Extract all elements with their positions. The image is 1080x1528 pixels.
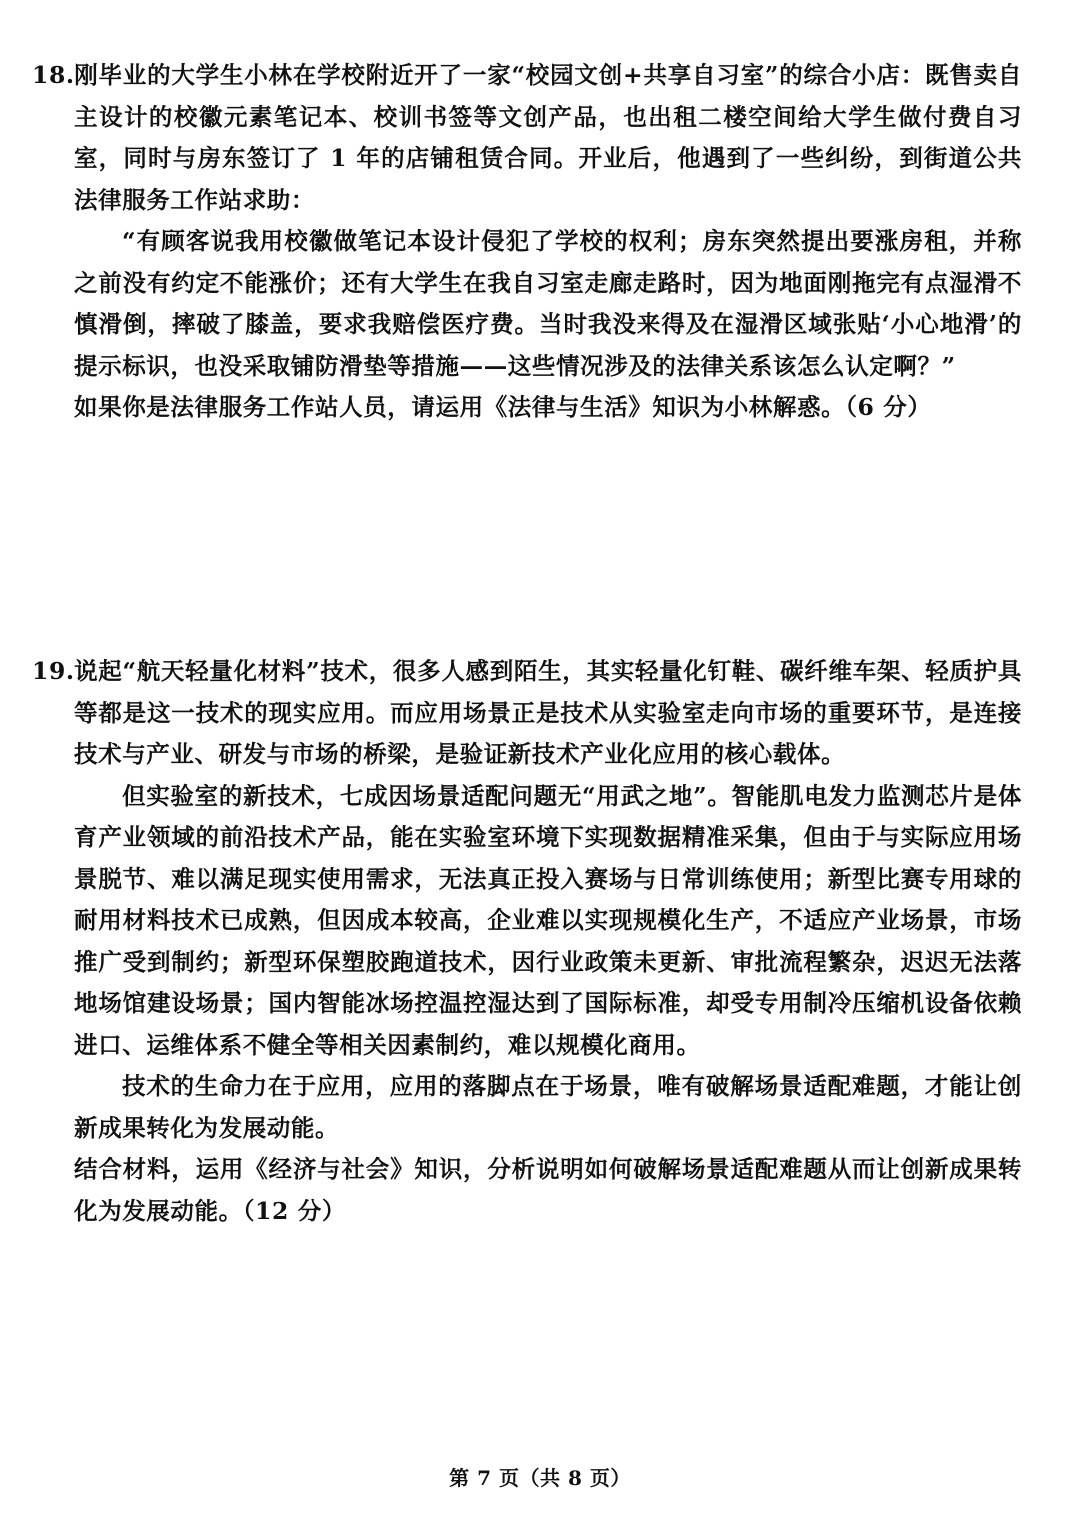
question-18-stem-text: 刚毕业的大学生小林在学校附近开了一家“校园文创+共享自习室”的综合小店：既售卖自主设计的校徽元素笔记本、校训书签等文创产品，也出租二楼空间给大学生做付费自习室，同时与房东签订了 1 年的店铺租赁合同。开业后，他遇到了一些纠纷，到街道公共法律服务工作站求助：: [74, 61, 1022, 214]
question-19: [32, 651, 1022, 1232]
question-18-ask: 如果你是法律服务工作站人员，请运用《法律与生活》知识为小林解惑。（6 分）: [74, 393, 932, 421]
question-19-stem: [32, 651, 1022, 776]
question-19-ask: 结合材料，运用《经济与社会》知识，分析说明如何破解场景适配难题从而让创新成果转化为发展动能。（12 分）: [74, 1155, 1022, 1225]
page-number-footer: 第 7 页（共 8 页）: [449, 1466, 631, 1490]
question-19-stem-text: 说起“航天轻量化材料”技术，很多人感到陌生，其实轻量化钉鞋、碳纤维车架、轻质护具等都是这一技术的现实应用。而应用场景正是技术从实验室走向市场的重要环节，是连接技术与产业、研发与市场的桥梁，是验证新技术产业化应用的核心载体。: [74, 657, 1022, 768]
question-18: [32, 55, 1022, 429]
question-19-number: 19.: [32, 657, 75, 685]
question-19-body-1: 但实验室的新技术，七成因场景适配问题无“用武之地”。智能肌电发力监测芯片是体育产业领域的前沿技术产品，能在实验室环境下实现数据精准采集，但由于与实际应用场景脱节、难以满足现实使用需求，无法真正投入赛场与日常训练使用；新型比赛专用球的耐用材料技术已成熟，但因成本较高，企业难以实现规模化生产，不适应产业场景，市场推广受到制约；新型环保塑胶跑道技术，因行业政策未更新、审批流程繁杂，迟迟无法落地场馆建设场景；国内智能冰场控温控湿达到了国际标准，却受专用制冷压缩机设备依赖进口、运维体系不健全等相关因素制约，难以规模化商用。: [74, 781, 1022, 1059]
question-18-stem: [32, 55, 1022, 221]
question-19-body-2: 技术的生命力在于应用，应用的落脚点在于场景，唯有破解场景适配难题，才能让创新成果转化为发展动能。: [74, 1072, 1022, 1142]
question-18-quote: “有顾客说我用校徽做笔记本设计侵犯了学校的权利；房东突然提出要涨房租，并称之前没有约定不能涨价；还有大学生在我自习室走廊走路时，因为地面刚拖完有点湿滑不慎滑倒，摔破了膝盖，要求我赔偿医疗费。当时我没来得及在湿滑区域张贴‘小心地滑’的提示标识，也没采取铺防滑垫等措施——这些情况涉及的法律关系该怎么认定啊？”: [74, 227, 1022, 380]
question-18-number: 18.: [32, 61, 75, 89]
